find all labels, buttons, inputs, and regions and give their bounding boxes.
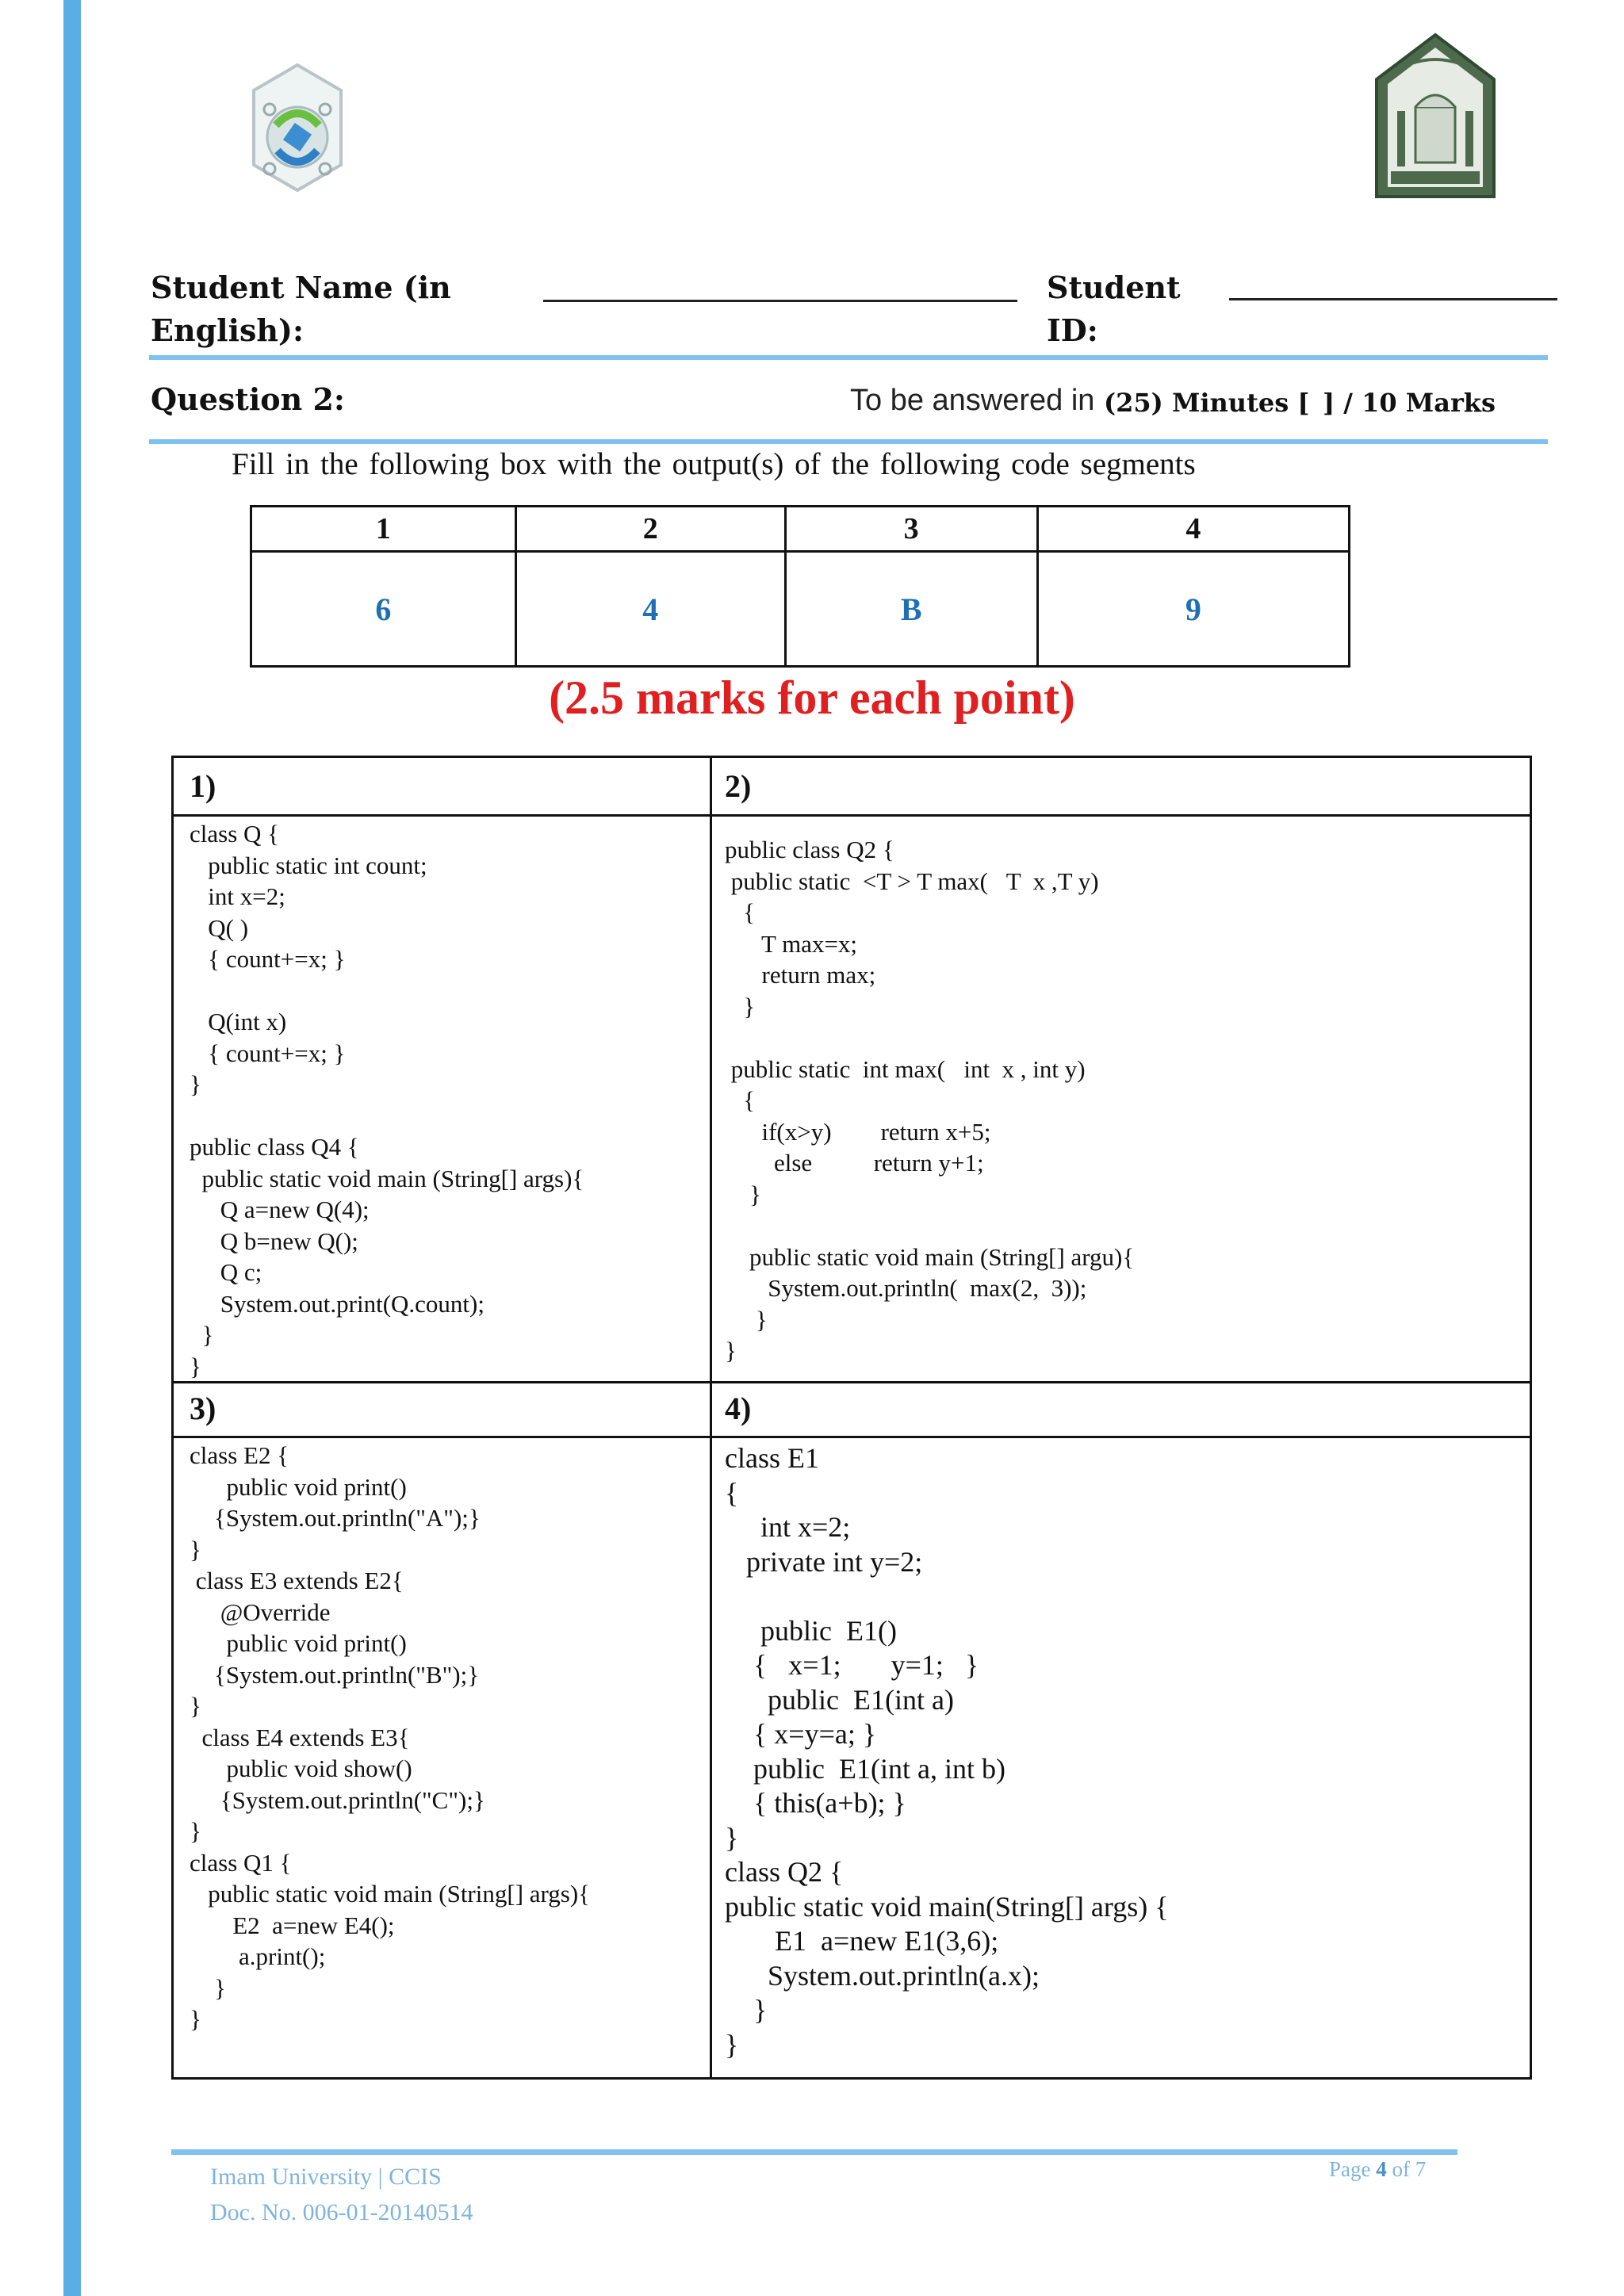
page-prefix: Page — [1329, 2157, 1377, 2181]
university-logo-icon — [1372, 32, 1499, 202]
ccis-logo-icon — [246, 62, 349, 197]
grid-title-divider-top — [174, 814, 1530, 817]
answer-header-row — [251, 507, 1350, 552]
footer-page-number — [1329, 2157, 1426, 2182]
marks-total: ] / 10 Marks — [1323, 388, 1496, 418]
time-value: (25) Minutes [ — [1104, 388, 1310, 418]
answer-value-3[interactable]: B — [785, 552, 1037, 667]
answer-header-4: 4 — [1037, 507, 1349, 552]
page-suffix: of 7 — [1386, 2157, 1427, 2181]
student-name-label: Student Name (in — [151, 270, 451, 305]
answer-value-row — [251, 552, 1350, 667]
grid-vertical-divider — [710, 758, 712, 2077]
time-prefix: To be answered in — [850, 384, 1095, 417]
student-id-label-line2: ID: — [1047, 312, 1098, 348]
marks-note: (2.5 marks for each point) — [549, 672, 1075, 724]
segment-1-code: class Q { public static int count; int x=2; Q( ) { count+=x; } Q(int x) { count+=x; } } public class Q4 { public static void main (String[] args){ Q a=new Q(4); Q b=new Q(); Q c; System.out.print(Q.count); } } — [190, 820, 584, 1380]
page-margin-bar — [63, 0, 81, 2296]
student-name-label-line2: English): — [151, 312, 304, 348]
page-current: 4 — [1376, 2157, 1387, 2181]
header-divider — [149, 355, 1548, 360]
answer-header-2: 2 — [515, 507, 785, 552]
answer-value-2[interactable]: 4 — [515, 552, 785, 667]
student-id-label: Student — [1047, 270, 1181, 305]
segment-3-title: 3) — [190, 1391, 216, 1426]
student-name-field[interactable] — [543, 300, 1017, 302]
answer-value-4[interactable]: 9 — [1037, 552, 1349, 667]
segment-2-title: 2) — [725, 768, 752, 804]
segment-4-title: 4) — [725, 1391, 752, 1426]
question-divider — [149, 439, 1548, 444]
instruction-text: Fill in the following box with the output(s) of the following code segments — [232, 447, 1196, 481]
answer-header-1: 1 — [251, 507, 516, 552]
segment-4-code: class E1 { int x=2; private int y=2; public E1() { x=1; y=1; } public E1(int a) { x=y=a; } public E1(int a, int b) { this(a+b); } } class Q2 { public static void main(String[] args) { E1 a=new E1(3,6); System.out.println(a.x); } } — [725, 1442, 1169, 2061]
segment-2-code: public class Q2 { public static <T > T max( T x ,T y) { T max=x; return max; } public static int max( int x , int y) { if(x>y) return x+5; else return y+1; } public static void main (String[] argu){ System.out.println( max(2, 3)); } } — [725, 836, 1135, 1364]
grid-title-divider-bottom — [174, 1436, 1530, 1438]
footer-org: Imam University | CCIS — [210, 2164, 442, 2190]
segment-1-title: 1) — [190, 768, 216, 804]
answer-table — [250, 505, 1350, 668]
student-id-field[interactable] — [1229, 298, 1557, 300]
footer-doc-number: Doc. No. 006-01-20140514 — [210, 2199, 473, 2225]
answer-header-3: 3 — [785, 507, 1037, 552]
question-label: Question 2: — [151, 381, 345, 417]
footer-divider — [171, 2149, 1457, 2155]
segment-3-code: class E2 { public void print() {System.out.println("A");} } class E3 extends E2{ @Override public void print() {System.out.println("B");} } class E4 extends E3{ public void show() {System.out.println("C");} } class Q1 { public static void main (String[] args){ E2 a=new E4(); a.print(); } } — [190, 1441, 591, 2033]
answer-value-1[interactable]: 6 — [251, 552, 516, 667]
code-segments-grid — [171, 756, 1532, 2080]
